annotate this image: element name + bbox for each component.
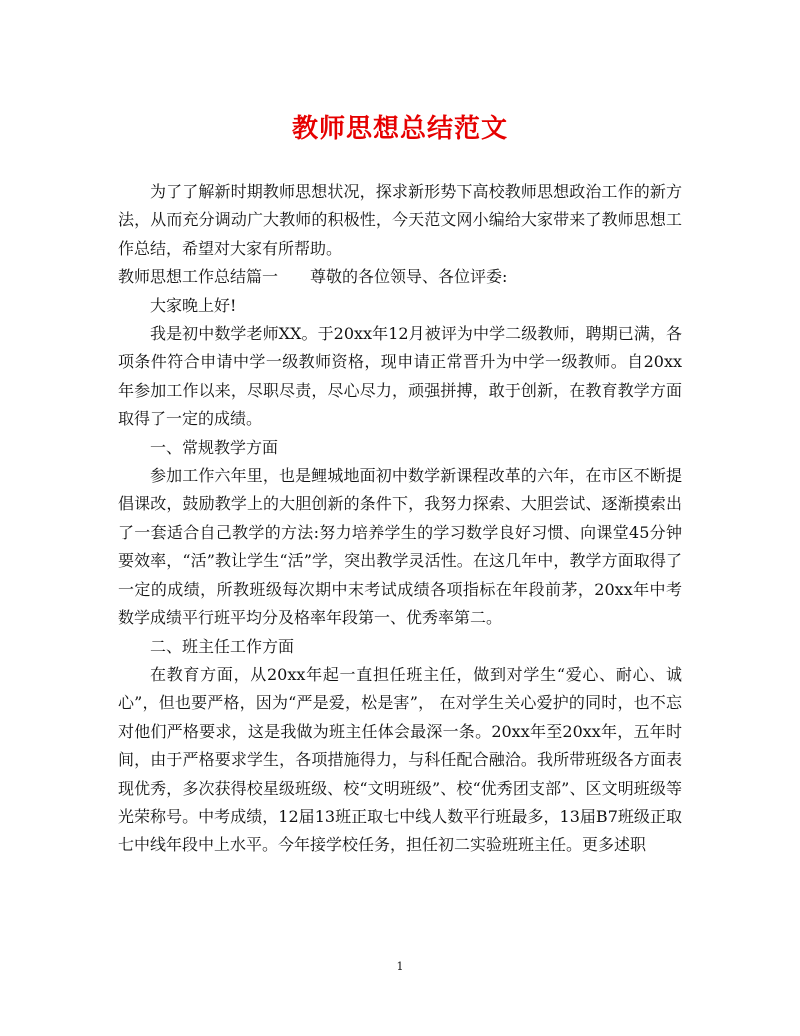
heading-head-teacher: 二、班主任工作方面: [150, 636, 295, 656]
greeting-paragraph: 大家晚上好!: [150, 295, 237, 315]
page-number: 1: [396, 960, 404, 973]
heading-teaching: 一、常规教学方面: [150, 437, 279, 457]
document-title: 教师思想总结范文: [291, 114, 508, 144]
document-body: [118, 178, 682, 860]
self-intro-paragraph: 我是初中数学老师XX。于20xx年12月被评为中学二级教师，聘期已满，各项条件符合申请中学一级教师资格，现申请正常晋升为中学一级教师。自20xx年参加工作以来，尽职尽责，尽心尽力，顽强拼搏，敢于创新，在教育教学方面取得了一定的成绩。: [118, 324, 682, 429]
teaching-paragraph: 参加工作六年里，也是鲤城地面初中数学新课程改革的六年，在市区不断提倡课改，鼓励教学上的大胆创新的条件下，我努力探索、大胆尝试、逐渐摸索出了一套适合自己教学的方法:努力培养学生的学习数学良好习惯、向课堂45分钟要效率，“活”教让学生“活”学，突出教学灵活性。在这几年中，教学方面取得了一定的成绩，所教班级每次期中末考试成绩各项指标在年段前茅，20xx年中考数学成绩平行班平均分及格率年段第一、优秀率第二。: [118, 466, 682, 628]
head-teacher-paragraph: 在教育方面，从20xx年起一直担任班主任，做到对学生“爱心、耐心、诚心”，但也要严格，因为“严是爱，松是害”， 在对学生关心爱护的同时，也不忘对他们严格要求，这是我做为班主任体会最深一条。20xx年至20xx年，五年时间，由于严格要求学生，各项措施得力，与科任配合融洽。我所带班级各方面表现优秀，多次获得校星级班级、校“文明班级”、校“优秀团支部”、区文明班级等光荣称号。中考成绩，12届13班正取七中线人数平行班最多，13届B7班级正取七中线年段中上水平。今年接学校任务，担任初二实验班班主任。更多述职: [118, 664, 682, 855]
section-heading: 教师思想工作总结篇一 尊敬的各位领导、各位评委:: [118, 267, 508, 287]
intro-paragraph: 为了了解新时期教师思想状况，探求新形势下高校教师思想政治工作的新方法，从而充分调动广大教师的积极性，今天范文网小编给大家带来了教师思想工作总结，希望对大家有所帮助。: [118, 182, 682, 258]
